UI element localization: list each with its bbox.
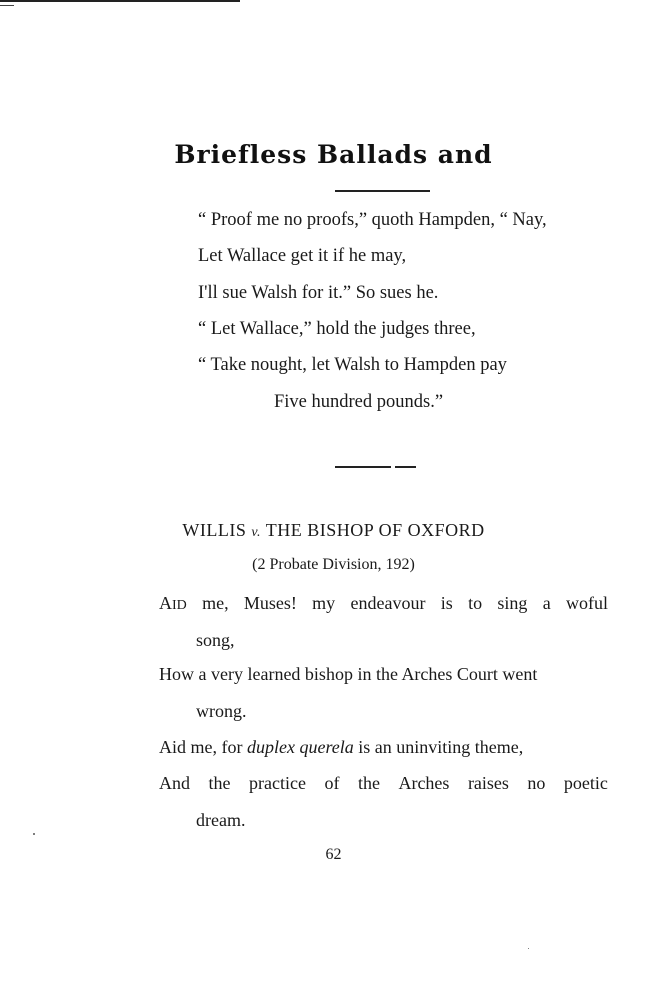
section-divider-short bbox=[395, 466, 416, 468]
poem-line-1-words bbox=[159, 593, 608, 614]
word: endeavour bbox=[350, 593, 426, 613]
word: is bbox=[440, 593, 453, 613]
word: Muses! bbox=[243, 593, 297, 613]
section-title-part1: WILLIS bbox=[182, 520, 252, 540]
word: my bbox=[312, 593, 336, 613]
poem-line-3 bbox=[159, 737, 523, 758]
top-edge-mark bbox=[0, 5, 14, 6]
stanza-line-2: Let Wallace get it if he may, bbox=[198, 246, 407, 266]
poem-line-2: How a very learned bishop in the Arches Court went bbox=[159, 664, 538, 684]
word: poetic bbox=[563, 773, 608, 793]
word: practice bbox=[249, 773, 306, 793]
print-speck bbox=[528, 948, 529, 949]
case-citation: (2 Probate Division, 192) bbox=[252, 556, 415, 573]
print-speck bbox=[33, 833, 35, 835]
drop-initial bbox=[159, 593, 187, 614]
poem-line-3-end: is an uninviting theme, bbox=[353, 737, 524, 757]
poem-line-2-continuation: wrong. bbox=[196, 701, 247, 721]
page-number: 62 bbox=[325, 846, 342, 863]
stanza-line-6: Five hundred pounds.” bbox=[274, 392, 444, 412]
latin-phrase: duplex querela bbox=[246, 737, 354, 757]
poem-line-4 bbox=[159, 773, 608, 794]
initial-letter: A bbox=[159, 593, 172, 613]
poem-line-4-words bbox=[159, 773, 608, 794]
running-header-title: Briefless Ballads and bbox=[174, 140, 493, 169]
section-title-versus: v. bbox=[251, 525, 262, 540]
poem-line-4-continuation: dream. bbox=[196, 810, 246, 830]
section-divider-long bbox=[335, 466, 391, 468]
stanza-line-1: “ Proof me no proofs,” quoth Hampden, “ Nay, bbox=[198, 210, 547, 230]
word: me, bbox=[202, 593, 229, 613]
initial-smallcaps: ID bbox=[172, 598, 187, 613]
stanza-line-3: I'll sue Walsh for it.” So sues he. bbox=[198, 283, 439, 303]
poem-line-1-continuation: song, bbox=[196, 630, 235, 650]
word: a bbox=[542, 593, 551, 613]
word: to bbox=[468, 593, 483, 613]
word: Arches bbox=[398, 773, 450, 793]
word: no bbox=[527, 773, 546, 793]
poem-line-3-start: Aid me, for bbox=[159, 737, 247, 757]
word: of bbox=[324, 773, 340, 793]
section-title-part2: THE BISHOP OF OXFORD bbox=[261, 520, 485, 540]
stanza-line-4: “ Let Wallace,” hold the judges three, bbox=[198, 319, 476, 339]
word: woful bbox=[565, 593, 608, 613]
poem-line-1 bbox=[159, 593, 608, 614]
top-edge-rule bbox=[0, 0, 240, 2]
word: raises bbox=[467, 773, 509, 793]
word: the bbox=[208, 773, 231, 793]
section-title bbox=[0, 520, 667, 541]
stanza-line-5: “ Take nought, let Walsh to Hampden pay bbox=[198, 355, 507, 375]
word: the bbox=[357, 773, 380, 793]
header-rule bbox=[335, 190, 430, 192]
word: sing bbox=[497, 593, 528, 613]
word: And bbox=[159, 773, 190, 793]
